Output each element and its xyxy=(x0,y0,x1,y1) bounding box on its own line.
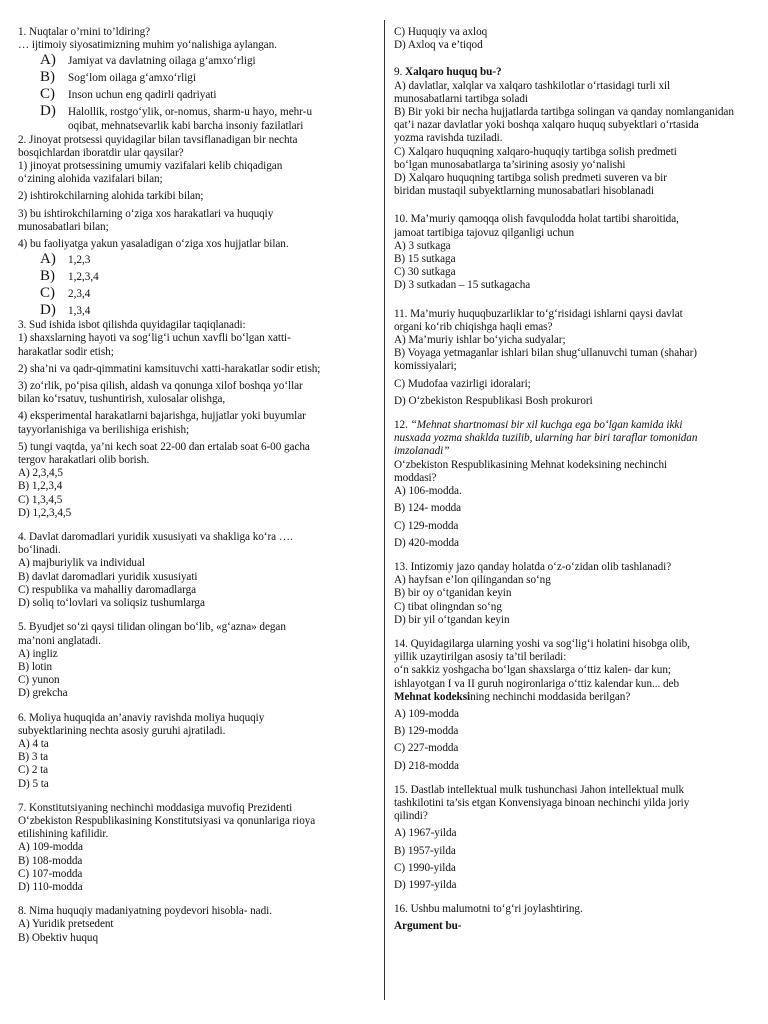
option-letter: A) xyxy=(40,52,56,69)
option-letter: D) xyxy=(40,302,56,319)
question-9 xyxy=(394,66,756,198)
option-b[interactable]: B) bir oy o‘tganidan keyin xyxy=(394,587,512,600)
option-c[interactable]: C) 227-modda xyxy=(394,742,459,755)
option-letter: C) xyxy=(40,285,55,302)
option-b[interactable]: B) Bir yoki bir necha hujjatlarda tartibga solingan va qanday nomlanganidan xyxy=(394,106,734,119)
option-c[interactable]: C) Xalqaro huquqning xalqaro-huquqiy tartibga solish predmeti xyxy=(394,145,677,158)
question-13 xyxy=(394,561,756,627)
question-line: 1) jinoyat protsessining umumiy vazifalari kelib chiqadigan xyxy=(18,160,283,173)
question-line: 13. Intizomiy jazo qanday holatda o‘z-o‘zidan olib tashlanadi? xyxy=(394,560,672,573)
option-text: Sog‘lom oilaga g‘amxo‘rligi xyxy=(68,72,197,85)
question-line: ishlayotgan I va II guruh nogironlariga o‘ttiz kalendar kun... deb xyxy=(394,677,680,690)
question-line: bo‘linadi. xyxy=(18,544,61,557)
question-line: 3. Sud ishida isbot qilishda quyidagilar taqiqlanadi: xyxy=(18,319,246,332)
option-c[interactable]: C) 1,3,4,5 xyxy=(18,493,63,506)
option-b[interactable]: B) Obektiv huquq xyxy=(18,931,98,944)
option-d[interactable]: D) 5 ta xyxy=(18,777,49,790)
option-a[interactable]: A) 1967-yilda xyxy=(394,827,457,840)
right-column xyxy=(394,26,756,934)
option-a[interactable]: A) 106-modda. xyxy=(394,485,462,498)
question-line xyxy=(394,691,756,704)
question-16 xyxy=(394,903,756,933)
option-d[interactable]: D) 3 sutkadan – 15 sutkagacha xyxy=(394,279,531,292)
option-b-continuation: komissiyalari; xyxy=(394,360,457,373)
question-line: 2) sha’ni va qadr-qimmatini kamsituvchi xatti-harakatlar sodir etish; xyxy=(18,362,321,375)
question-quote: “Mehnat shartnomasi bir xil kuchga ega bo‘lgan kamida ikki xyxy=(410,419,683,432)
question-line: o‘zining alohida vazifalari bilan; xyxy=(18,173,163,186)
question-line: organi ko‘rib chiqishga haqli emas? xyxy=(394,320,553,333)
question-8-continued xyxy=(394,26,756,52)
option-a[interactable]: A) 3 sutkaga xyxy=(394,239,451,252)
question-title: 1. Nuqtalar o’rnini to’ldiring? xyxy=(18,26,151,38)
question-line: etilishining kafilidir. xyxy=(18,828,109,841)
question-line: 7. Konstitutsiyaning nechinchi moddasiga muvofiq Prezidenti xyxy=(18,801,293,814)
option-b[interactable]: B) Voyaga yetmaganlar ishlari bilan shug‘ullanuvchi tuman (shahar) xyxy=(394,347,697,360)
option-a[interactable]: A) ingliz xyxy=(18,647,58,660)
option-a[interactable]: A) 4 ta xyxy=(18,737,49,750)
question-line: tergov harakatlari olib borish. xyxy=(18,454,150,467)
question-line: jamoat tartibiga tajovuz qilganligi uchun xyxy=(394,226,575,239)
question-line: 2) ishtirokchilarning alohida tarkibi bilan; xyxy=(18,190,204,203)
option-c[interactable]: C) 1990-yilda xyxy=(394,861,456,874)
option-b[interactable]: B) 124- modda xyxy=(394,502,462,515)
question-line: 6. Moliya huquqida an’anaviy ravishda moliya huquqiy xyxy=(18,711,265,724)
option-text: 2,3,4 xyxy=(68,288,91,301)
left-column xyxy=(18,26,378,945)
option-letter: D) xyxy=(40,103,56,120)
question-line: moddasi? xyxy=(394,471,437,484)
option-c[interactable] xyxy=(18,86,378,103)
column-divider xyxy=(384,20,385,1000)
option-a[interactable]: A) 109-modda xyxy=(18,841,83,854)
option-text: Inson uchun eng qadirli qadriyati xyxy=(68,89,217,102)
option-letter: B) xyxy=(40,69,55,86)
option-d[interactable]: D) 1997-yilda xyxy=(394,878,457,891)
option-d[interactable]: D) 420-modda xyxy=(394,536,459,549)
question-title: 16. Ushbu malumotni to‘g‘ri joylashtiring. xyxy=(394,903,583,916)
question-title-bold: Xalqaro huquq bu-? xyxy=(405,66,502,79)
question-number: 12. xyxy=(394,419,411,432)
option-c[interactable]: C) respublika va mahalliy daromadlarga xyxy=(18,583,197,596)
question-quote: imzolanadi” xyxy=(394,445,450,458)
option-text: Jamiyat va davlatning oilaga g‘amxo‘rligi xyxy=(68,55,256,68)
option-b[interactable]: B) davlat daromadlari yuridik xususiyati xyxy=(18,570,198,583)
option-text: Halollik, rostgo‘ylik, or-nomus, sharm-u hayo, mehr-u xyxy=(68,106,313,119)
question-line: bilan ko‘rsatuv, tushuntirish, xulosalar olishga, xyxy=(18,393,226,406)
question-line: 5) tungi vaqtda, ya’ni kech soat 22-00 dan ertalab soat 6-00 gacha xyxy=(18,440,310,453)
option-d[interactable]: D) Xalqaro huquqning tartibga solish predmeti suveren va bir xyxy=(394,172,667,185)
question-line: yillik uzaytirilgan asosiy ta’til beriladi: xyxy=(394,651,567,664)
question-line: 3) bu ishtirokchilarning o‘ziga xos harakatlari va huquqiy xyxy=(18,207,274,220)
question-1 xyxy=(18,26,378,134)
option-a[interactable]: A) Ma’muriy ishlar bo‘yicha sudyalar; xyxy=(394,334,566,347)
option-d[interactable] xyxy=(18,302,378,319)
question-line: 2. Jinoyat protsessi quyidagilar bilan tavsiflanadigan bir nechta xyxy=(18,133,298,146)
option-b-continuation: qat’i nazar davlatlar yoki boshqa xalqaro huquq subyektlari o‘rtasida xyxy=(394,119,699,132)
option-d[interactable]: D) O‘zbekiston Respublikasi Bosh prokurori xyxy=(394,394,593,407)
option-c-continuation: bo‘lgan munosabatlarga ta’sirining asosiy yo‘nalishi xyxy=(394,158,626,171)
question-line: subyektlarining nechta asosiy guruhi ajratiladi. xyxy=(18,724,226,737)
option-c[interactable]: C) 129-modda xyxy=(394,519,459,532)
question-line: bosqichlardan iboratdir ular qaysilar? xyxy=(18,146,184,159)
question-15 xyxy=(394,784,756,892)
option-b[interactable]: B) 15 sutkaga xyxy=(394,253,456,266)
question-text: ning nechinchi moddasida berilgan? xyxy=(470,690,631,703)
question-number: 9. xyxy=(394,66,406,79)
question-line: O‘zbekiston Respublikasining Mehnat kodeksining nechinchi xyxy=(394,458,668,471)
option-c[interactable] xyxy=(18,285,378,302)
question-line: harakatlar sodir etish; xyxy=(18,345,114,358)
question-quote-line xyxy=(394,419,756,432)
question-bold-line: Argument bu- xyxy=(394,920,462,933)
option-a[interactable]: A) majburiylik va individual xyxy=(18,557,145,570)
option-text: 1,2,3,4 xyxy=(68,271,99,284)
option-b[interactable]: B) 3 ta xyxy=(18,751,49,764)
option-text: 1,2,3 xyxy=(68,254,91,267)
option-c[interactable]: C) yunon xyxy=(18,674,60,687)
question-line: 5. Byudjet so‘zi qaysi tilidan olingan bo‘lib, «g‘azna» degan xyxy=(18,621,286,634)
option-a[interactable]: A) hayfsan e’lon qilingandan so‘ng xyxy=(394,574,551,587)
question-10 xyxy=(394,213,756,292)
question-line: 4. Davlat daromadlari yuridik xususiyati va shakliga ko‘ra …. xyxy=(18,531,293,544)
question-line: 10. Ma’muriy qamoqqa olish favqulodda holat tartibi sharoitida, xyxy=(394,213,679,226)
option-b-continuation: yozma ravishda tuziladi. xyxy=(394,132,503,145)
question-quote: nusxada yozma shaklda tuzilib, ularning har biri taraflar tomonidan xyxy=(394,432,698,445)
option-d-continuation: oqibat, mehnatsevarlik kabi barcha insoniy fazilatlari xyxy=(68,120,304,133)
option-d-continuation: biridan mustaqil subyektlarning munosabatlari hisoblanadi xyxy=(394,185,655,198)
option-letter: A) xyxy=(40,251,56,268)
option-d[interactable]: D) 110-modda xyxy=(18,880,83,893)
option-text: 1,3,4 xyxy=(68,305,91,318)
question-line: O‘zbekiston Respublikasining Konstitutsiyasi va qonunlariga rioya xyxy=(18,814,316,827)
option-c[interactable]: C) Mudofaa vazirligi idoralari; xyxy=(394,377,531,390)
question-line: o‘n sakkiz yoshgacha bo‘lgan shaxslarga o‘ttiz kalen- dar kun; xyxy=(394,664,671,677)
option-c[interactable]: C) 2 ta xyxy=(18,764,49,777)
option-d[interactable]: D) 218-modda xyxy=(394,759,459,772)
option-letter: C) xyxy=(40,86,55,103)
question-line: munosabatlari bilan; xyxy=(18,220,109,233)
question-line: 4) eksperimental harakatlarni bajarishga, hujjatlar yoki buyumlar xyxy=(18,410,306,423)
question-line: qilindi? xyxy=(394,810,428,823)
question-line: 14. Quyidagilarga ularning yoshi va sog‘lig‘i holatini hisobga olib, xyxy=(394,637,690,650)
option-d[interactable] xyxy=(18,103,378,120)
option-letter: B) xyxy=(40,268,55,285)
option-b[interactable]: B) 129-modda xyxy=(394,725,459,738)
question-line: 1) shaxslarning hayoti va sog‘lig‘i uchun xavfli bo‘lgan xatti- xyxy=(18,332,291,345)
option-c[interactable]: C) tibat olingndan so‘ng xyxy=(394,600,502,613)
option-d[interactable]: D) 1,2,3,4,5 xyxy=(18,506,72,519)
option-c[interactable]: C) Huquqiy va axloq xyxy=(394,26,488,38)
question-line: 3) zo‘rlik, po‘pisa qilish, aldash va qonunga xilof boshqa yo‘llar xyxy=(18,380,303,393)
question-3 xyxy=(18,319,378,520)
option-b[interactable]: B) 1957-yilda xyxy=(394,844,456,857)
question-bold-term: Mehnat kodeksi xyxy=(394,690,471,703)
question-2 xyxy=(18,134,378,320)
option-b[interactable]: B) 1,2,3,4 xyxy=(18,480,63,493)
option-a[interactable]: A) davlatlar, xalqlar va xalqaro tashkilotlar o‘rtasidagi turli xil xyxy=(394,79,671,92)
question-7 xyxy=(18,802,378,894)
option-a[interactable]: A) 2,3,4,5 xyxy=(18,467,63,480)
question-5 xyxy=(18,621,378,700)
question-line: 15. Dastlab intellektual mulk tushunchasi Jahon intellektual mulk xyxy=(394,783,685,796)
option-c[interactable]: C) 30 sutkaga xyxy=(394,266,456,279)
question-line: 8. Nima huquqiy madaniyatning poydevori hisobla- nadi. xyxy=(18,905,272,918)
question-8 xyxy=(18,905,378,945)
option-b[interactable]: B) 108-modda xyxy=(18,854,83,867)
question-line: 4) bu faoliyatga yakun yasaladigan o‘ziga xos hujjatlar bilan. xyxy=(18,238,289,251)
question-text: … ijtimoiy siyosatimizning muhim yo‘nalishiga aylangan. xyxy=(18,39,277,52)
question-line: tashkilotini ta’sis etgan Konvensiyaga binoan nechinchi yilda joriy xyxy=(394,796,690,809)
question-title xyxy=(394,66,756,79)
question-line: 11. Ma’muriy huquqbuzarliklar to‘g‘risidagi ishlarni qaysi davlat xyxy=(394,307,683,320)
question-12 xyxy=(394,419,756,550)
option-c[interactable]: C) 107-modda xyxy=(18,867,83,880)
option-a[interactable]: A) 109-modda xyxy=(394,707,459,720)
option-a[interactable] xyxy=(18,52,378,69)
question-6 xyxy=(18,712,378,791)
option-b[interactable] xyxy=(18,69,378,86)
option-a-continuation: munosabatlarni tartibga soladi xyxy=(394,92,528,105)
question-line: ma’noni anglatadi. xyxy=(18,634,101,647)
option-d[interactable]: D) soliq to‘lovlari va soliqsiz tushumlarga xyxy=(18,597,205,610)
question-line: tayyorlanishiga va berilishiga erishish; xyxy=(18,423,190,436)
question-4 xyxy=(18,531,378,610)
question-14 xyxy=(394,638,756,773)
option-b[interactable]: B) lotin xyxy=(18,660,53,673)
option-a[interactable] xyxy=(18,251,378,268)
option-a[interactable]: A) Yuridik pretsedent xyxy=(18,918,114,931)
option-d[interactable]: D) bir yil o‘tgandan keyin xyxy=(394,613,510,626)
option-d[interactable]: D) Axloq va e’tiqod xyxy=(394,39,483,52)
option-d[interactable]: D) grekcha xyxy=(18,687,68,700)
question-11 xyxy=(394,308,756,408)
option-b[interactable] xyxy=(18,268,378,285)
